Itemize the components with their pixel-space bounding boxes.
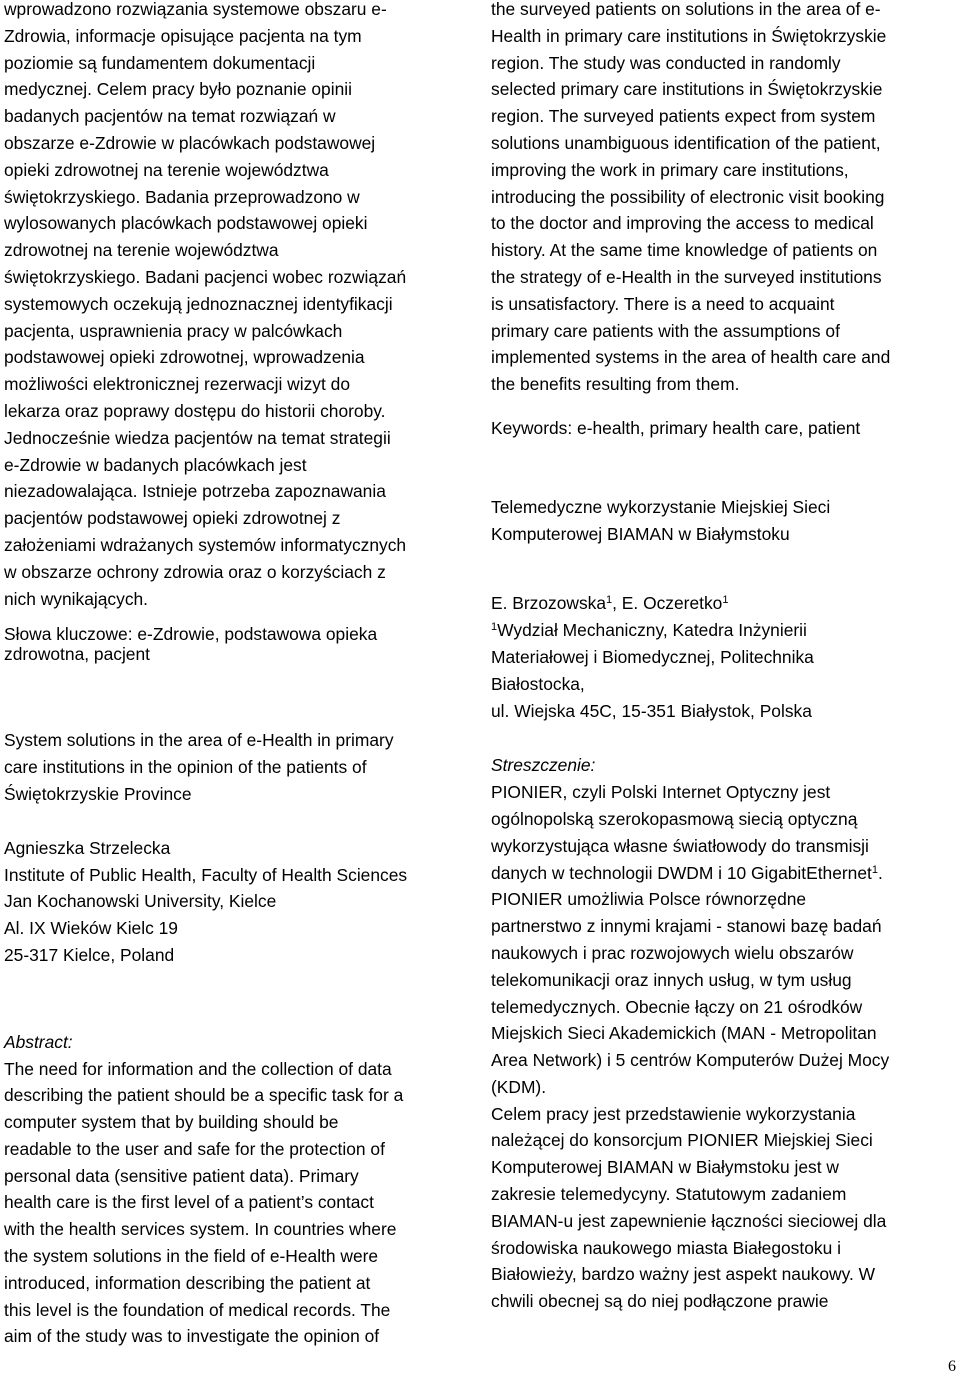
streszczenie-part-1: PIONIER, czyli Polski Internet Optyczny jest ogólnopolską szerokopasmową siecią optyczną wykorzystująca własne światłowody do transmisji danych w technologii DWDM i 10 GigabitEthernet [491, 782, 872, 883]
left-column [4, 0, 474, 1350]
authors-line [491, 590, 960, 617]
streszczenie-text-2: PIONIER umożliwia Polsce równorzędne partnerstwo z innymi krajami - stanowi bazę badań naukowych i prac rozwojowych wielu obszarów telekomunikacji oraz innych usług, w tym usług telemedycznych. Obecnie łączy on 21 ośrodków Miejskich Sieci Akademickich (MAN - Metropolitan Area Network) i 5 centrów Komputerów Dużej Mocy (KDM). Celem pracy jest przedstawienie wykorzystania należącej do konsorcjum PIONIER Miejskiej Sieci Komputerowej BIAMAN w Białymstoku jest w zakresie telemedycyny. Statutowym zadaniem BIAMAN-u jest zapewnienie łączności sieciowej dla środowiska naukowego miasta Białegostoku i Białowieży, bardzo ważny jest aspekt naukowy. W chwili obecnej są do niej podłączone prawie [491, 889, 890, 1312]
abstract-label: Abstract: [4, 1031, 73, 1052]
streszczenie-period: . [877, 862, 883, 883]
polish-keywords: Słowa kluczowe: e-Zdrowie, podstawowa opieka zdrowotna, pacjent [4, 624, 378, 664]
streszczenie-text-1 [491, 779, 960, 886]
author-2: , E. Oczeretko [612, 593, 723, 614]
streszczenie-label: Streszczenie: [491, 755, 596, 776]
affiliation-sup: 1 [491, 621, 498, 634]
english-article-title: System solutions in the area of e-Health in primary care institutions in the opinion of the patients of Świętokrzyskie Province [4, 730, 394, 804]
author-2-sup: 1 [722, 594, 729, 607]
english-keywords: Keywords: e-health, primary health care, patient [491, 417, 861, 438]
abstract-text: The need for information and the collection of data describing the patient should be a specific task for a computer system that by building should be readable to the user and safe for the protection of personal data (sensitive patient data). Primary health care is the first level of a patient’s contact with the health services system. In countries where the system solutions in the field of e-Health were introduced, information describing the patient at this level is the foundation of medical records. The aim of the study was to investigate the opinion of [4, 1058, 404, 1347]
right-column [491, 0, 960, 1315]
footnote-sup: 1 [871, 863, 878, 876]
author-1-sup: 1 [606, 594, 613, 607]
english-abstract-continuation: the surveyed patients on solutions in the area of e- Health in primary care institutions in Świętokrzyskie region. The study was conducted in randomly selected primary care institutions in Świętokrzyskie region. The surveyed patients expect from system solutions unambiguous identification of the patient, improving the work in primary care institutions, introducing the possibility of electronic visit booking to the doctor and improving the access to medical history. At the same time knowledge of patients on the strategy of e-Health in the surveyed institutions is unsatisfactory. There is a need to acquaint primary care patients with the assumptions of implemented systems in the area of health care and the benefits resulting from them. [491, 0, 891, 395]
author-affiliation: Agnieszka Strzelecka Institute of Public Health, Faculty of Health Sciences Jan Kochanowski University, Kielce Al. IX Wieków Kielc 19 25-317 Kielce, Poland [4, 837, 408, 965]
page-number: 6 [948, 1358, 956, 1375]
affiliation-text: Wydział Mechaniczny, Katedra Inżynierii Materiałowej i Biomedycznej, Politechnika Białostocka, ul. Wiejska 45C, 15-351 Białystok, Polska [491, 620, 814, 721]
author-1: E. Brzozowska [491, 593, 607, 614]
polish-article-title: Telemedyczne wykorzystanie Miejskiej Sieci Komputerowej BIAMAN w Białymstoku [491, 496, 831, 544]
affiliation [491, 617, 960, 724]
polish-abstract-continuation: wprowadzono rozwiązania systemowe obszaru e- Zdrowia, informacje opisujące pacjenta na tym poziomie są fundamentem dokumentacji medycznej. Celem pracy było poznanie opinii badanych pacjentów na temat rozwiązań w obszarze e-Zdrowie w placówkach podstawowej opieki zdrowotnej na terenie województwa świętokrzyskiego. Badania przeprowadzono w wylosowanych placówkach podstawowej opieki zdrowotnej na terenie województwa świętokrzyskiego. Badani pacjenci wobec rozwiązań systemowych oczekują jednoznacznej identyfikacji pacjenta, usprawnienia pracy w palcówkach podstawowej opieki zdrowotnej, wprowadzenia możliwości elektronicznej rezerwacji wizyt do lekarza oraz poprawy dostępu do historii choroby. Jednocześnie wiedza pacjentów na temat strategii e-Zdrowie w badanych placówkach jest niezadowalająca. Istnieje potrzeba zapoznawania pacjentów podstawowej opieki zdrowotnej z założeniami wdrażanych systemów informatycznych w obszarze ochrony zdrowia oraz o korzyściach z nich wynikających. [4, 0, 407, 609]
